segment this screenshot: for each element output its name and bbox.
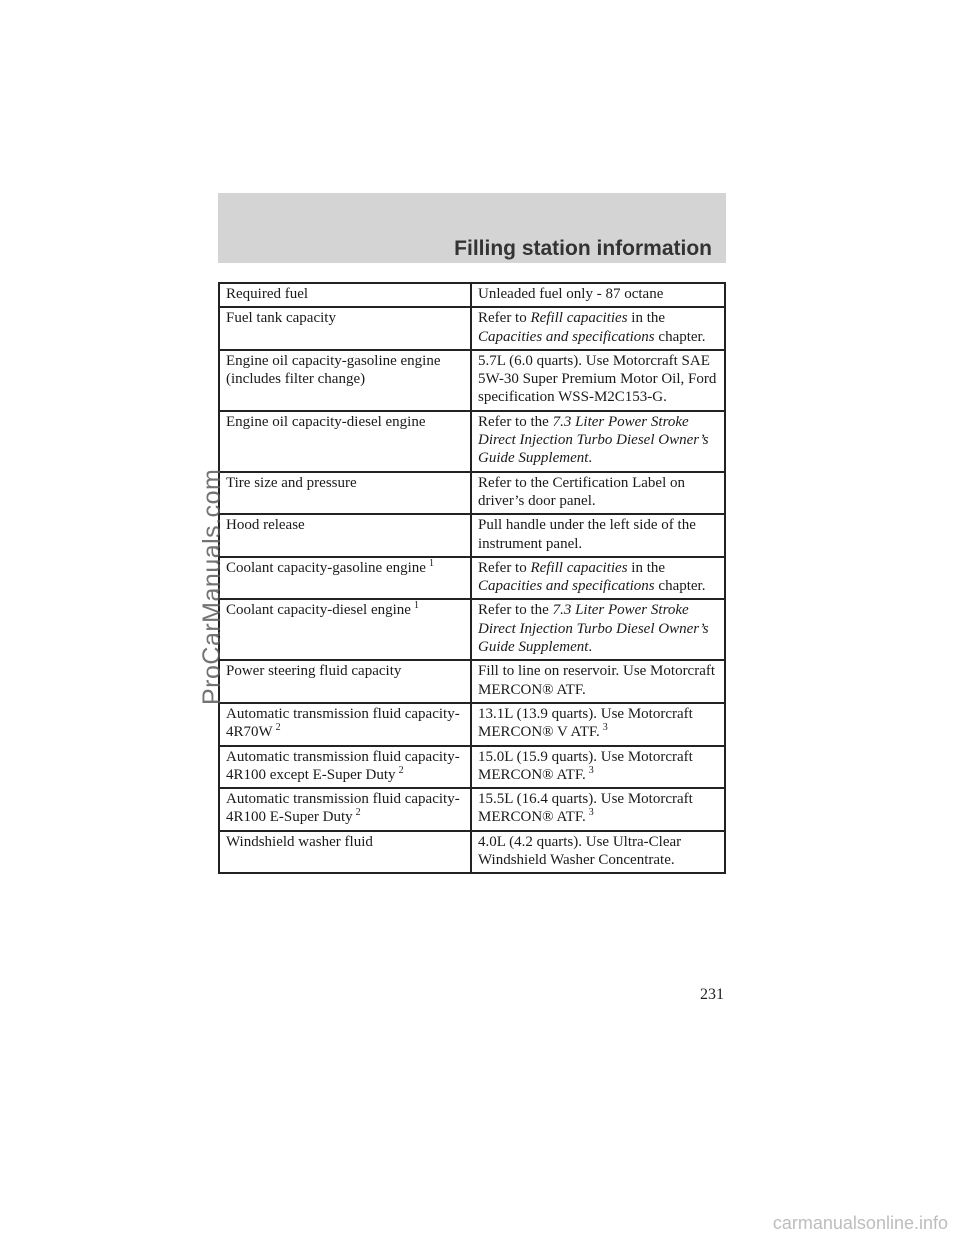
spec-value-cell xyxy=(471,831,725,874)
spec-label: Power steering fluid capacity xyxy=(226,663,402,680)
reference-title: Capacities and specifications xyxy=(478,578,655,595)
spec-value-text: Refer to xyxy=(478,310,531,327)
page-number: 231 xyxy=(700,986,724,1003)
filling-station-table xyxy=(218,282,726,874)
spec-label-cell xyxy=(219,514,471,557)
table-row xyxy=(219,307,725,350)
footnote-marker: 1 xyxy=(413,600,419,612)
spec-label: Required fuel xyxy=(226,286,309,302)
table-body xyxy=(219,283,725,873)
spec-value-text: in the xyxy=(627,559,666,576)
spec-label-cell xyxy=(219,350,471,411)
spec-value-text: Fill to line on reservoir. Use Motorcraft MERCON® ATF. xyxy=(478,663,716,698)
spec-label: Engine oil capacity-diesel engine xyxy=(226,413,426,430)
footnote-marker: 2 xyxy=(355,807,361,819)
spec-value-cell xyxy=(471,472,725,515)
spec-label: Fuel tank capacity xyxy=(226,310,336,327)
footnote-marker: 3 xyxy=(588,807,594,819)
reference-title: 7.3 Liter Power Stroke Direct Injection Turbo Diesel Owner’s Guide Supplement xyxy=(478,602,709,656)
spec-value-text: Pull handle under the left side of the instrument panel. xyxy=(478,517,696,552)
spec-value-cell xyxy=(471,350,725,411)
table-row xyxy=(219,411,725,472)
spec-label: Engine oil capacity-gasoline engine (includes filter change) xyxy=(226,352,441,388)
side-watermark: ProCarManuals.com xyxy=(198,468,226,705)
reference-title: Refill capacities xyxy=(530,559,628,576)
table-row xyxy=(219,557,725,600)
spec-value-cell xyxy=(471,788,725,831)
footnote-marker: 1 xyxy=(428,557,434,569)
spec-value-text: . xyxy=(588,639,593,656)
spec-label: Automatic transmission fluid capacity-4R100 except E-Super Duty xyxy=(226,748,460,783)
spec-value-cell xyxy=(471,411,725,472)
spec-value-text: 15.5L (16.4 quarts). Use Motorcraft MERCON® ATF. xyxy=(478,791,693,826)
section-header-band xyxy=(218,193,726,263)
footnote-marker: 3 xyxy=(602,722,608,734)
spec-value-text: Unleaded fuel only - 87 octane xyxy=(478,286,664,302)
spec-value-text: . xyxy=(588,450,593,467)
footnote-marker: 2 xyxy=(275,722,281,734)
spec-label-cell xyxy=(219,283,471,307)
spec-label-cell xyxy=(219,599,471,660)
table-row xyxy=(219,472,725,515)
spec-value-cell xyxy=(471,660,725,703)
table-row xyxy=(219,788,725,831)
table-row xyxy=(219,746,725,789)
footnote-marker: 3 xyxy=(588,764,594,776)
reference-title: Refill capacities xyxy=(530,310,628,327)
table-row xyxy=(219,599,725,660)
spec-value-cell xyxy=(471,557,725,600)
spec-label-cell xyxy=(219,307,471,350)
spec-value-text: Refer to the xyxy=(478,413,553,430)
spec-value-text: chapter. xyxy=(654,328,706,345)
reference-title: Capacities and specifications xyxy=(478,328,655,345)
bottom-watermark: carmanualsonline.info xyxy=(772,1213,948,1233)
spec-value-cell xyxy=(471,283,725,307)
spec-label: Hood release xyxy=(226,517,305,534)
spec-label: Automatic transmission fluid capacity-4R100 E-Super Duty xyxy=(226,791,460,826)
spec-label-cell xyxy=(219,746,471,789)
spec-value-text: Refer to xyxy=(478,559,531,576)
spec-value-cell xyxy=(471,599,725,660)
spec-label: Automatic transmission fluid capacity-4R70W xyxy=(226,705,460,741)
table-row xyxy=(219,660,725,703)
spec-value-text: 13.1L (13.9 quarts). Use Motorcraft MERCON® V ATF. xyxy=(478,705,693,741)
spec-label-cell xyxy=(219,831,471,874)
spec-value-text: 4.0L (4.2 quarts). Use Ultra-Clear Windshield Washer Concentrate. xyxy=(478,833,682,869)
spec-value-text: Refer to the Certification Label on driver’s door panel. xyxy=(478,474,686,509)
table-row xyxy=(219,514,725,557)
spec-value-cell xyxy=(471,703,725,746)
reference-title: 7.3 Liter Power Stroke Direct Injection Turbo Diesel Owner’s Guide Supplement xyxy=(478,413,709,467)
spec-label-cell xyxy=(219,788,471,831)
spec-value-text: in the xyxy=(627,310,666,327)
spec-label: Coolant capacity-diesel engine xyxy=(226,602,411,619)
spec-label: Windshield washer fluid xyxy=(226,833,373,850)
footnote-marker: 2 xyxy=(398,764,404,776)
spec-value-cell xyxy=(471,307,725,350)
spec-value-cell xyxy=(471,514,725,557)
table-row xyxy=(219,831,725,874)
spec-label: Tire size and pressure xyxy=(226,474,357,491)
spec-label-cell xyxy=(219,660,471,703)
section-title: Filling station information xyxy=(454,237,712,260)
table-row xyxy=(219,350,725,411)
spec-label-cell xyxy=(219,411,471,472)
table-row xyxy=(219,703,725,746)
spec-value-text: 5.7L (6.0 quarts). Use Motorcraft SAE 5W-30 Super Premium Motor Oil, Ford specification WSS-M2C153-G. xyxy=(478,352,717,406)
spec-label: Coolant capacity-gasoline engine xyxy=(226,559,426,576)
spec-value-cell xyxy=(471,746,725,789)
spec-value-text: Refer to the xyxy=(478,602,553,619)
spec-label-cell xyxy=(219,703,471,746)
spec-label-cell xyxy=(219,472,471,515)
spec-label-cell xyxy=(219,557,471,600)
table-row xyxy=(219,283,725,307)
spec-value-text: 15.0L (15.9 quarts). Use Motorcraft MERCON® ATF. xyxy=(478,748,693,783)
spec-value-text: chapter. xyxy=(654,578,706,595)
